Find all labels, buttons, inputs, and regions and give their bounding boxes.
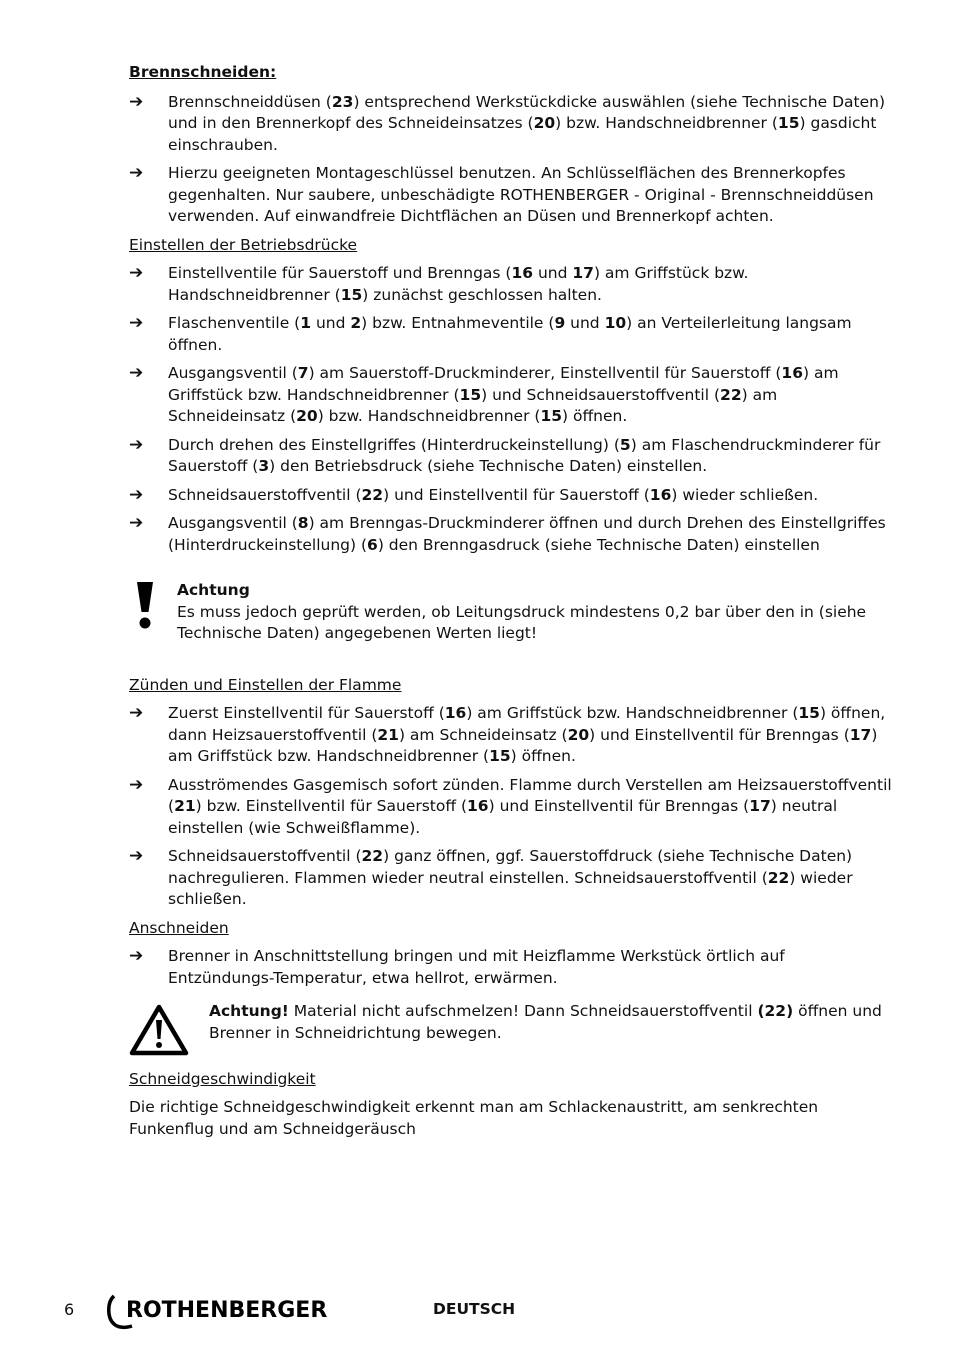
bullet-text: Einstellventile für Sauerstoff und Brenngas (16 und 17) am Griffstück bzw. Handschneidbrenner (15) zunächst geschlossen halten. bbox=[168, 264, 749, 304]
bullet-item bbox=[129, 363, 894, 428]
warning-text: Achtung! Material nicht aufschmelzen! Dann Schneidsauerstoffventil (22) öffnen und Brenner in Schneidrichtung bewegen. bbox=[209, 1002, 882, 1042]
arrow-bullet-icon: ➔ bbox=[129, 774, 144, 795]
list-betriebsdruecke bbox=[129, 263, 894, 556]
caution-text: Es muss jedoch geprüft werden, ob Leitungsdruck mindestens 0,2 bar über den in (siehe Technische Daten) angegebenen Werten liegt! bbox=[177, 602, 867, 642]
arrow-bullet-icon: ➔ bbox=[129, 484, 144, 505]
section-title-geschwindigkeit: Schneidgeschwindigkeit bbox=[129, 1069, 316, 1088]
bullet-text: Ausströmendes Gasgemisch sofort zünden. Flamme durch Verstellen am Heizsauerstoffventil (21) bzw. Einstellventil für Sauerstoff (16) und Einstellventil für Brenngas (17) neutral einstellen (wie Schweißflamme). bbox=[168, 775, 892, 837]
bullet-item bbox=[129, 263, 894, 306]
rothenberger-logo bbox=[104, 1294, 349, 1334]
bullet-text: Brennschneiddüsen (23) entsprechend Werkstückdicke auswählen (siehe Technische Daten) und in den Brennerkopf des Schneideinsatzes (20) bzw. Handschneidbrenner (15) gasdicht einschrauben. bbox=[168, 92, 886, 154]
logo-brand-text: ROTHENBERGER bbox=[126, 1298, 328, 1323]
bullet-item bbox=[129, 703, 894, 768]
bullet-item bbox=[129, 846, 894, 911]
bullet-item bbox=[129, 92, 894, 157]
bullet-item bbox=[129, 513, 894, 556]
bullet-text: Schneidsauerstoffventil (22) und Einstellventil für Sauerstoff (16) wieder schließen. bbox=[168, 485, 819, 504]
warning-triangle-icon bbox=[129, 1004, 209, 1063]
arrow-bullet-icon: ➔ bbox=[129, 434, 144, 455]
arrow-bullet-icon: ➔ bbox=[129, 946, 144, 966]
language-label: DEUTSCH bbox=[433, 1300, 516, 1318]
caution-note bbox=[129, 580, 894, 645]
arrow-bullet-icon: ➔ bbox=[129, 313, 144, 333]
bullet-text: Flaschenventile (1 und 2) bzw. Entnahmeventile (9 und 10) an Verteilerleitung langsam öffnen. bbox=[168, 314, 852, 354]
list-zuenden bbox=[129, 703, 894, 911]
arrow-bullet-icon: ➔ bbox=[129, 513, 144, 533]
section-title-zuenden: Zünden und Einstellen der Flamme bbox=[129, 675, 402, 694]
bullet-item bbox=[129, 775, 894, 840]
arrow-bullet-icon: ➔ bbox=[129, 91, 144, 112]
bullet-text: Ausgangsventil (7) am Sauerstoff-Druckminderer, Einstellventil für Sauerstoff (16) am Griffstück bzw. Handschneidbrenner (15) und Schneidsauerstoffventil (22) am Schneideinsatz (20) bzw. Handschneidbrenner (15) öffnen. bbox=[168, 364, 839, 425]
warning-note bbox=[129, 1001, 894, 1063]
bullet-text: Brenner in Anschnittstellung bringen und mit Heizflamme Werkstück örtlich auf Entzündungs-Temperatur, etwa hellrot, erwärmen. bbox=[168, 947, 785, 987]
exclamation-icon bbox=[129, 580, 177, 645]
bullet-text: Ausgangsventil (8) am Brenngas-Druckminderer öffnen und durch Drehen des Einstellgriffes (Hinterdruckeinstellung) (6) den Brenngasdruck (siehe Technische Daten) einstellen bbox=[168, 514, 886, 554]
bullet-item bbox=[129, 163, 894, 228]
bullet-item bbox=[129, 946, 894, 989]
caution-title: Achtung bbox=[177, 581, 250, 599]
list-anschneiden bbox=[129, 946, 894, 989]
arrow-bullet-icon: ➔ bbox=[129, 163, 144, 183]
list-brennschneiden bbox=[129, 92, 894, 228]
page-number: 6 bbox=[64, 1300, 75, 1319]
arrow-bullet-icon: ➔ bbox=[129, 263, 144, 283]
arrow-bullet-icon: ➔ bbox=[129, 363, 144, 383]
bullet-item bbox=[129, 435, 894, 478]
document-body bbox=[129, 62, 894, 1140]
arrow-bullet-icon: ➔ bbox=[129, 703, 144, 723]
section-title-betriebsdruecke: Einstellen der Betriebsdrücke bbox=[129, 235, 358, 254]
arrow-bullet-icon: ➔ bbox=[129, 846, 144, 866]
page-footer bbox=[0, 1296, 954, 1336]
bullet-text: Schneidsauerstoffventil (22) ganz öffnen, ggf. Sauerstoffdruck (siehe Technische Daten) nachregulieren. Flammen wieder neutral einstellen. Schneidsauerstoffventil (22) wieder schließen. bbox=[168, 847, 853, 908]
bullet-text: Zuerst Einstellventil für Sauerstoff (16) am Griffstück bzw. Handschneidbrenner (15) öffnen, dann Heizsauerstoffventil (21) am Schneideinsatz (20) und Einstellventil für Brenngas (17) am Griffstück bzw. Handschneidbrenner (15) öffnen. bbox=[168, 704, 886, 765]
bullet-text: Hierzu geeigneten Montageschlüssel benutzen. An Schlüsselflächen des Brennerkopfes gegenhalten. Nur saubere, unbeschädigte ROTHENBERGER - Original - Brennschneiddüsen verwenden. Auf einwandfreie Dichtflächen an Düsen und Brennerkopf achten. bbox=[168, 164, 874, 225]
bullet-item bbox=[129, 485, 894, 507]
section-title-brennschneiden: Brennschneiden: bbox=[129, 63, 277, 81]
bullet-text: Durch drehen des Einstellgriffes (Hinterdruckeinstellung) (5) am Flaschendruckminderer für Sauerstoff (3) den Betriebsdruck (siehe Technische Daten) einstellen. bbox=[168, 435, 881, 475]
section-title-anschneiden: Anschneiden bbox=[129, 918, 229, 937]
geschwindigkeit-paragraph: Die richtige Schneidgeschwindigkeit erkennt man am Schlackenaustritt, am senkrechten Funkenflug und am Schneidgeräusch bbox=[129, 1098, 819, 1138]
bullet-item bbox=[129, 313, 894, 356]
